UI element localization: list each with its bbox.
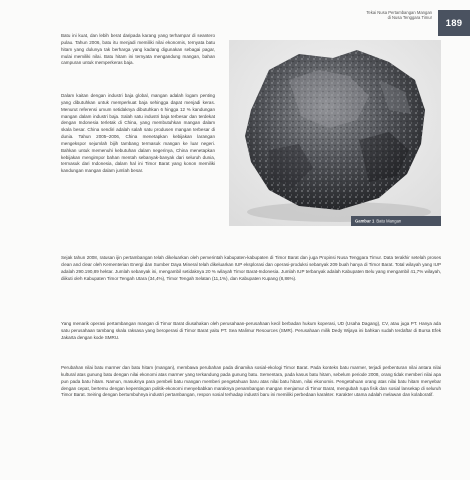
paragraph-4: Yang menarik operasi pertambangan mangan di Timor Barat diusahakan oleh perusahaan-perusahaan kecil berbadan hukum koperasi, UD (Usaha Dagang), CV, atau juga PT. Hanya ada satu perusahaan tambang skala raksasa yang beroperasi di Timor Barat yaitu PT. Sea Malimur Resources (SMR). Perusahaan milik Dedy Wijaya ini bahkan sudah terdaftar di Bursa Efek Jakarta dengan kode SMRU. (61, 321, 441, 340)
figure-caption (355, 219, 402, 224)
manganese-rock-image (229, 40, 441, 226)
paragraph-2: Dalam kaitan dengan industri baja global, mangan adalah logam penting yang dibutuhkan untuk memperkuat baja sehingga dapat menjadi keras. Menurut referensi umum setidaknya dibutuhkan 6 hingga 12 % kandungan mangan dalam industri baja. Salah satu industri baja terbesar dan terdekat dengan Indonesia terletak di China, yang membutuhkan mangan dalam skala besar. China sendiri adalah salah satu produsen mangan terbesar di dunia. Tahun 2005–2006, China menetapkan kebijakan larangan mengekspor sejumlah bijih tambang termasuk mangan ke luar negeri. Bahkan untuk memenuhi kebutuhan dalam negerinya, China menetapkan kebijakan mengimpor bahan mentah sebanyak-banyak dari seluruh dunia, termasuk dari Indonesia, dalam hal ini Timor Barat yang konon memiliki kandungan mangan dalam jumlah besar. (61, 93, 215, 174)
running-header-line2: di Nusa Tenggara Timur (387, 15, 432, 21)
figure-caption-text: Batu Mangan (376, 218, 402, 224)
running-header (366, 10, 432, 21)
manganese-rock-photo (229, 40, 441, 226)
running-header-line1: Tekai Nusa Pertambangan Mangan (366, 10, 432, 15)
paragraph-3: Sejak tahun 2008, ratusan ijin pertambangan telah dikeluarkan oleh pemerintah kabupaten-kabupaten di Timor Barat dan juga Propinsi Nusa Tenggara Timur. Data terakhir setelah proses clean and clear oleh Kementerian Energi dan Sumber Daya Mineral telah dikeluarkan IUP eksplorasi dan operasi-produksi sebanyak 209 buah hanya di Timor Barat. Total wilayah yang IUP adalah 290.190,89 hektar. Jumlah sebanyak ini, mengambil setidaknya 20 % wilayah Timor Barat-Indonesia. Jumlah IUP terbanyak adalah Kabupaten Belu yang mengambil 41,7% wilayah, diikuti oleh Kabupaten Timor Tengah Utara (34,4%), Timor Tengah Selatan (11,1%), dan Kabupaten Kupang (8,86%). (61, 255, 441, 281)
paragraph-5: Perubahan nilai batu marmer dan batu hitam (mangan), membawa perubahan pada dinamika sosial-ekologi Timor Barat. Pada konteks batu marmer, terjadi perbenturan nilai antara nilai kultural atas gunung batu dengan nilai ekonomi atas marmer yang terkandung pada gunung batu. Sementara, pada kasus batu hitam, sebelum periode 2008, orang tidak memberi nilai apa pun pada batu hitam. Namun, masuknya para pembeli batu mangan memberi pengetahuan baru atas nilai batu hitam, nilai ekonomis. Pengetahuan orang atas nilai batu hitam menyebar dengan cepat, bertemu dengan kepentingan politik-ekonomi menyebabkan maraknya penambangan mangan menjamur di Timor Barat, mengubah rupa fisik dan sosial lansekap di seluruh Timor Barat. Seiring dengan bertumbuhnya industri pertambangan, respon sosial terhadap industri baru ini memiliki perbedaan karakter. Karakter utama adalah melawan dan kolaboratif. (61, 365, 441, 398)
paragraph-1: Batu ini kuat, dan lebih berat daripada karang yang terhampar di seantero pulau. Tahun 2006, batu itu menjadi memiliki nilai ekonomis, ternyata batu hitam yang dulunya tak berharga yang kadang digunakan sebagai pagar, mulai memiliki nilai. Batu hitam ini ternyata mengandung mangan, bahan campuran untuk memperkeras baja. (61, 33, 215, 66)
figure-caption-label: Gambar 1 (355, 218, 375, 224)
page-number: 189 (438, 10, 470, 36)
